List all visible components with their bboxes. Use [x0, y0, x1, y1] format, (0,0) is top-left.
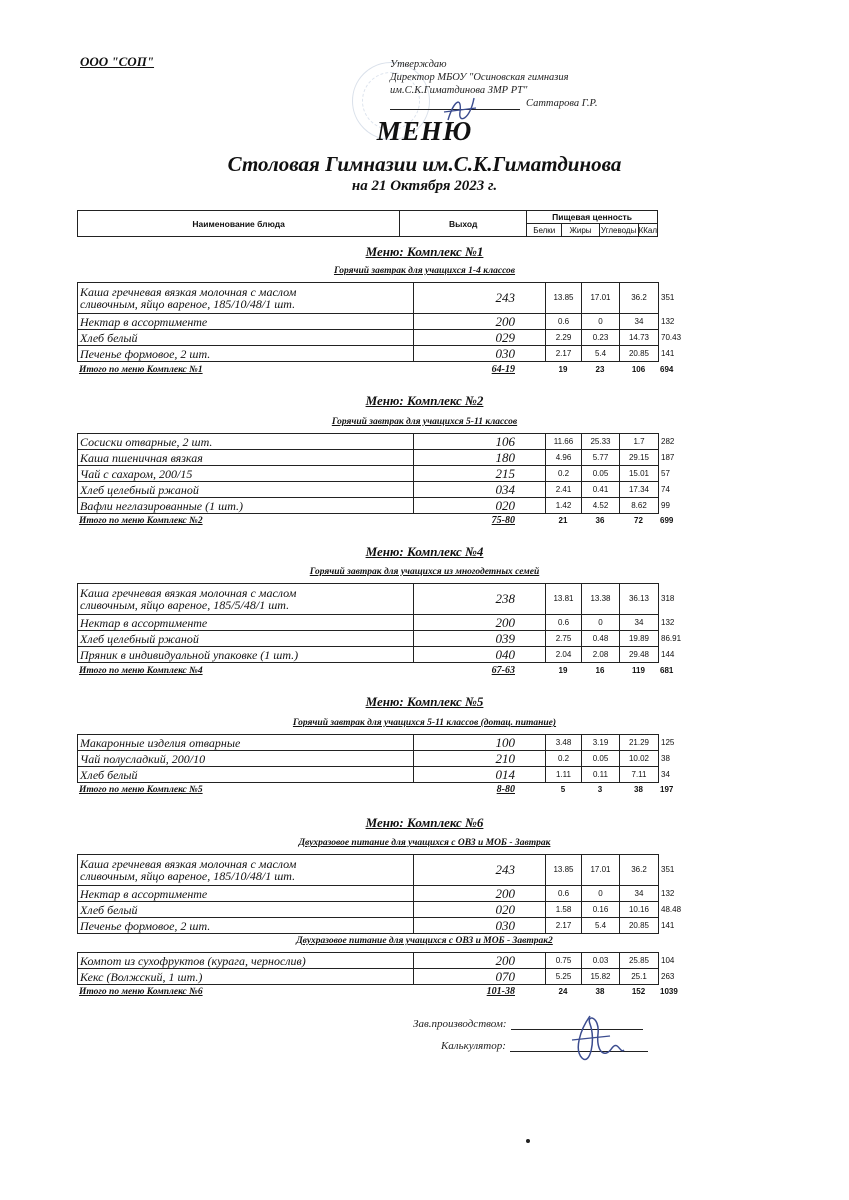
dish-output: 030 — [414, 346, 546, 362]
dish-carbs: 36.2 — [620, 283, 659, 314]
total-protein: 19 — [558, 365, 568, 374]
dish-carbs: 20.85 — [620, 346, 659, 362]
complex1-total: Итого по меню Комплекс №1 64-19 19 23 106 694 — [79, 364, 674, 375]
complex6-table2 — [77, 952, 675, 985]
complex6-subtitle: Двухразовое питание для учащихся с ОВЗ и МОБ - Завтрак — [298, 838, 551, 848]
dish-output: 180 — [414, 450, 546, 466]
dish-fat: 0 — [582, 615, 620, 631]
complex4-subtitle: Горячий завтрак для учащихся из многодетных семей — [309, 567, 540, 577]
table-row: Хлеб целебный ржаной 039 2.75 0.48 19.89 86.91 — [78, 631, 659, 647]
dish-output: 210 — [414, 751, 546, 767]
table-row: Макаронные изделия отварные 100 3.48 3.19 21.29 125 — [78, 735, 659, 751]
dish-fat: 0 — [582, 314, 620, 330]
dish-name: Нектар в ассортименте — [78, 314, 414, 330]
table-row: Каша гречневая вязкая молочная с маслом сливочным, яйцо вареное, 185/5/48/1 шт. 238 13.81 13.38 36.13 318 — [78, 584, 659, 615]
complex2-total: Итого по меню Комплекс №2 75-80 21 36 72 699 — [79, 515, 674, 526]
dish-name: Чай полусладкий, 200/10 — [78, 751, 414, 767]
total-label: Итого по меню Комплекс №4 — [79, 665, 203, 676]
dish-protein: 1.11 — [546, 767, 582, 783]
dish-name: Хлеб белый — [78, 767, 414, 783]
complex6-subtitle2: Двухразовое питание для учащихся с ОВЗ и МОБ - Завтрак2 — [296, 936, 553, 946]
total-protein: 5 — [560, 785, 566, 794]
complex6-total: Итого по меню Комплекс №6 101-38 24 38 152 1039 — [79, 986, 678, 997]
complex5-title: Меню: Комплекс №5 — [365, 694, 484, 709]
dish-fat: 0 — [582, 886, 620, 902]
dish-fat: 4.52 — [582, 498, 620, 514]
handwritten-signature — [560, 1010, 630, 1074]
dish-carbs: 36.2 — [620, 855, 659, 886]
complex4-total: Итого по меню Комплекс №4 67-63 19 16 119 681 — [79, 665, 674, 676]
dish-output: 029 — [414, 330, 546, 346]
header-carbs: Углеводы — [600, 225, 637, 235]
dish-protein: 3.48 — [546, 735, 582, 751]
dish-output: 215 — [414, 466, 546, 482]
dish-protein: 0.75 — [546, 953, 582, 969]
table-row: Печенье формовое, 2 шт. 030 2.17 5.4 20.85 141 — [78, 918, 659, 934]
dish-output: 040 — [414, 647, 546, 663]
calc-label: Калькулятор: — [441, 1040, 506, 1052]
total-label: Итого по меню Комплекс №1 — [79, 364, 203, 375]
complex2-title: Меню: Комплекс №2 — [365, 393, 484, 408]
dish-output: 200 — [414, 615, 546, 631]
table-row: Компот из сухофруктов (курага, чернослив) 200 0.75 0.03 25.85 104 — [78, 953, 659, 969]
total-protein: 19 — [558, 666, 568, 675]
table-row: Каша пшеничная вязкая 180 4.96 5.77 29.15 187 — [78, 450, 659, 466]
dish-fat: 2.08 — [582, 647, 620, 663]
dish-fat: 0.05 — [582, 751, 620, 767]
dish-name: Сосиски отварные, 2 шт. — [78, 434, 414, 450]
total-protein: 24 — [558, 987, 568, 996]
header-dish: Наименование блюда — [78, 211, 400, 237]
total-label: Итого по меню Комплекс №5 — [79, 784, 203, 795]
dish-protein: 0.2 — [546, 466, 582, 482]
total-carbs: 119 — [632, 666, 645, 675]
page-mark — [526, 1139, 530, 1143]
total-carbs: 72 — [634, 516, 643, 525]
dish-name: Хлеб целебный ржаной — [78, 482, 414, 498]
table-row: Хлеб белый 020 1.58 0.16 10.16 48.48 — [78, 902, 659, 918]
dish-output: 243 — [414, 855, 546, 886]
total-fat: 16 — [595, 666, 605, 675]
table-row: Чай с сахаром, 200/15 215 0.2 0.05 15.01 57 — [78, 466, 659, 482]
approval-line1: Утверждаю — [390, 59, 447, 70]
dish-output: 200 — [414, 314, 546, 330]
complex5-subtitle: Горячий завтрак для учащихся 5-11 классов (дотац. питание) — [292, 718, 557, 728]
dish-carbs: 25.85 — [620, 953, 659, 969]
dish-fat: 0.41 — [582, 482, 620, 498]
total-fat: 38 — [595, 987, 605, 996]
total-label: Итого по меню Комплекс №2 — [79, 515, 203, 526]
dish-output: 039 — [414, 631, 546, 647]
complex2-subtitle: Горячий завтрак для учащихся 5-11 классов — [331, 417, 518, 427]
dish-fat: 25.33 — [582, 434, 620, 450]
dish-carbs: 34 — [620, 314, 659, 330]
header-table — [77, 210, 658, 237]
dish-protein: 13.85 — [546, 283, 582, 314]
dish-fat: 5.77 — [582, 450, 620, 466]
dish-protein: 13.81 — [546, 584, 582, 615]
table-row: Кекс (Волжский, 1 шт.) 070 5.25 15.82 25.1 263 — [78, 969, 659, 985]
total-carbs: 106 — [631, 365, 646, 374]
approval-line3: им.С.К.Гиматдинова ЗМР РТ" — [390, 85, 528, 96]
dish-output: 020 — [414, 498, 546, 514]
header-output: Выход — [400, 211, 527, 237]
dish-name: Печенье формовое, 2 шт. — [78, 918, 414, 934]
dish-carbs: 25.1 — [620, 969, 659, 985]
dish-output: 034 — [414, 482, 546, 498]
dish-carbs: 29.15 — [620, 450, 659, 466]
complex1-subtitle: Горячий завтрак для учащихся 1-4 классов — [333, 266, 516, 276]
dish-fat: 17.01 — [582, 855, 620, 886]
header-fat: Жиры — [562, 224, 599, 237]
complex5-table — [77, 734, 675, 783]
dish-name: Нектар в ассортименте — [78, 615, 414, 631]
complex4-title: Меню: Комплекс №4 — [365, 544, 484, 559]
table-row: Каша гречневая вязкая молочная с маслом сливочным, яйцо вареное, 185/10/48/1 шт. 243 13.85 17.01 36.2 351 — [78, 855, 659, 886]
dish-name: Хлеб целебный ржаной — [78, 631, 414, 647]
dish-name: Печенье формовое, 2 шт. — [78, 346, 414, 362]
dish-output: 200 — [414, 886, 546, 902]
dish-protein: 1.58 — [546, 902, 582, 918]
complex4-table — [77, 583, 682, 663]
dish-carbs: 10.02 — [620, 751, 659, 767]
dish-output: 100 — [414, 735, 546, 751]
dish-name: Вафли неглазированные (1 шт.) — [78, 498, 414, 514]
dish-fat: 0.11 — [582, 767, 620, 783]
dish-protein: 0.2 — [546, 751, 582, 767]
dish-output: 070 — [414, 969, 546, 985]
dish-name: Нектар в ассортименте — [78, 886, 414, 902]
dish-fat: 0.05 — [582, 466, 620, 482]
total-fat: 36 — [595, 516, 605, 525]
table-row: Каша гречневая вязкая молочная с маслом сливочным, яйцо вареное, 185/10/48/1 шт. 243 13.85 17.01 36.2 351 — [78, 283, 659, 314]
dish-carbs: 34 — [620, 615, 659, 631]
dish-name: Хлеб белый — [78, 330, 414, 346]
table-row: Вафли неглазированные (1 шт.) 020 1.42 4.52 8.62 99 — [78, 498, 659, 514]
dish-name: Каша гречневая вязкая молочная с маслом сливочным, яйцо вареное, 185/10/48/1 шт. — [78, 283, 414, 314]
dish-protein: 2.41 — [546, 482, 582, 498]
page-subtitle: Столовая Гимназии им.С.К.Гиматдинова — [227, 152, 622, 176]
dish-fat: 0.03 — [582, 953, 620, 969]
dish-protein: 0.6 — [546, 886, 582, 902]
total-carbs: 152 — [631, 987, 646, 996]
table-row: Хлеб белый 014 1.11 0.11 7.11 34 — [78, 767, 659, 783]
chief-label: Зав.производством: — [413, 1018, 507, 1030]
dish-carbs: 10.16 — [620, 902, 659, 918]
dish-name: Каша пшеничная вязкая — [78, 450, 414, 466]
complex6-table — [77, 854, 682, 934]
dish-protein: 1.42 — [546, 498, 582, 514]
approval-line2: Директор МБОУ "Осиновская гимназия — [390, 72, 569, 83]
dish-carbs: 1.7 — [620, 434, 659, 450]
dish-carbs: 14.73 — [620, 330, 659, 346]
dish-output: 200 — [414, 953, 546, 969]
dish-name: Чай с сахаром, 200/15 — [78, 466, 414, 482]
dish-fat: 5.4 — [582, 346, 620, 362]
dish-fat: 0.16 — [582, 902, 620, 918]
dish-protein: 11.66 — [546, 434, 582, 450]
dish-carbs: 8.62 — [620, 498, 659, 514]
table-row: Нектар в ассортименте 200 0.6 0 34 132 — [78, 615, 659, 631]
dish-protein: 5.25 — [546, 969, 582, 985]
dish-carbs: 29.48 — [620, 647, 659, 663]
complex2-table — [77, 433, 675, 514]
total-protein: 21 — [558, 516, 568, 525]
dish-output: 243 — [414, 283, 546, 314]
complex5-total: Итого по меню Комплекс №5 8-80 5 3 38 197 — [79, 784, 674, 795]
table-row: Нектар в ассортименте 200 0.6 0 34 132 — [78, 886, 659, 902]
table-row: Печенье формовое, 2 шт. 030 2.17 5.4 20.85 141 — [78, 346, 659, 362]
dish-name: Каша гречневая вязкая молочная с маслом сливочным, яйцо вареное, 185/5/48/1 шт. — [78, 584, 414, 615]
dish-carbs: 34 — [620, 886, 659, 902]
dish-name: Хлеб белый — [78, 902, 414, 918]
table-row: Хлеб целебный ржаной 034 2.41 0.41 17.34 74 — [78, 482, 659, 498]
table-row: Хлеб белый 029 2.29 0.23 14.73 70.43 — [78, 330, 659, 346]
total-output: 67-63 — [491, 665, 515, 676]
dish-name: Кекс (Волжский, 1 шт.) — [78, 969, 414, 985]
dish-output: 020 — [414, 902, 546, 918]
dish-carbs: 20.85 — [620, 918, 659, 934]
dish-protein: 2.29 — [546, 330, 582, 346]
dish-fat: 0.48 — [582, 631, 620, 647]
dish-output: 238 — [414, 584, 546, 615]
dish-fat: 13.38 — [582, 584, 620, 615]
total-fat: 3 — [597, 785, 603, 794]
header-protein: Белки — [527, 224, 562, 237]
dish-fat: 0.23 — [582, 330, 620, 346]
dish-protein: 0.6 — [546, 314, 582, 330]
dish-output: 106 — [414, 434, 546, 450]
complex6-title: Меню: Комплекс №6 — [365, 815, 484, 830]
dish-name: Каша гречневая вязкая молочная с маслом сливочным, яйцо вареное, 185/10/48/1 шт. — [78, 855, 414, 886]
dish-name: Макаронные изделия отварные — [78, 735, 414, 751]
total-carbs: 38 — [634, 785, 643, 794]
page-date: на 21 Октября 2023 г. — [351, 178, 498, 194]
dish-protein: 2.17 — [546, 918, 582, 934]
dish-protein: 2.75 — [546, 631, 582, 647]
complex1-title: Меню: Комплекс №1 — [365, 244, 484, 259]
dish-protein: 13.85 — [546, 855, 582, 886]
organization-name: ООО "СОП" — [80, 54, 155, 69]
dish-output: 030 — [414, 918, 546, 934]
approval-block — [390, 58, 598, 110]
dish-name: Компот из сухофруктов (курага, чернослив) — [78, 953, 414, 969]
dish-protein: 4.96 — [546, 450, 582, 466]
dish-fat: 15.82 — [582, 969, 620, 985]
total-output: 101-38 — [486, 986, 515, 997]
dish-carbs: 36.13 — [620, 584, 659, 615]
table-row: Сосиски отварные, 2 шт. 106 11.66 25.33 1.7 282 — [78, 434, 659, 450]
dish-name: Пряник в индивидуальной упаковке (1 шт.) — [78, 647, 414, 663]
table-row: Нектар в ассортименте 200 0.6 0 34 132 — [78, 314, 659, 330]
total-label: Итого по меню Комплекс №6 — [79, 986, 203, 997]
total-output: 75-80 — [491, 515, 515, 526]
dish-carbs: 17.34 — [620, 482, 659, 498]
dish-fat: 17.01 — [582, 283, 620, 314]
dish-protein: 2.17 — [546, 346, 582, 362]
dish-carbs: 7.11 — [620, 767, 659, 783]
dish-carbs: 19.89 — [620, 631, 659, 647]
dish-carbs: 15.01 — [620, 466, 659, 482]
dish-fat: 5.4 — [582, 918, 620, 934]
header-kcal: ККал — [638, 225, 657, 235]
dish-output: 014 — [414, 767, 546, 783]
total-fat: 23 — [595, 365, 605, 374]
table-row: Чай полусладкий, 200/10 210 0.2 0.05 10.02 38 — [78, 751, 659, 767]
dish-protein: 0.6 — [546, 615, 582, 631]
dish-carbs: 21.29 — [620, 735, 659, 751]
approval-name: Саттарова Г.Р. — [526, 98, 598, 109]
total-output: 64-19 — [491, 364, 515, 375]
table-row: Пряник в индивидуальной упаковке (1 шт.) 040 2.04 2.08 29.48 144 — [78, 647, 659, 663]
page-title: МЕНЮ — [376, 116, 473, 146]
header-nutrition: Пищевая ценность — [527, 211, 658, 224]
total-output: 8-80 — [496, 784, 515, 795]
complex1-table — [77, 282, 682, 362]
dish-protein: 2.04 — [546, 647, 582, 663]
dish-fat: 3.19 — [582, 735, 620, 751]
